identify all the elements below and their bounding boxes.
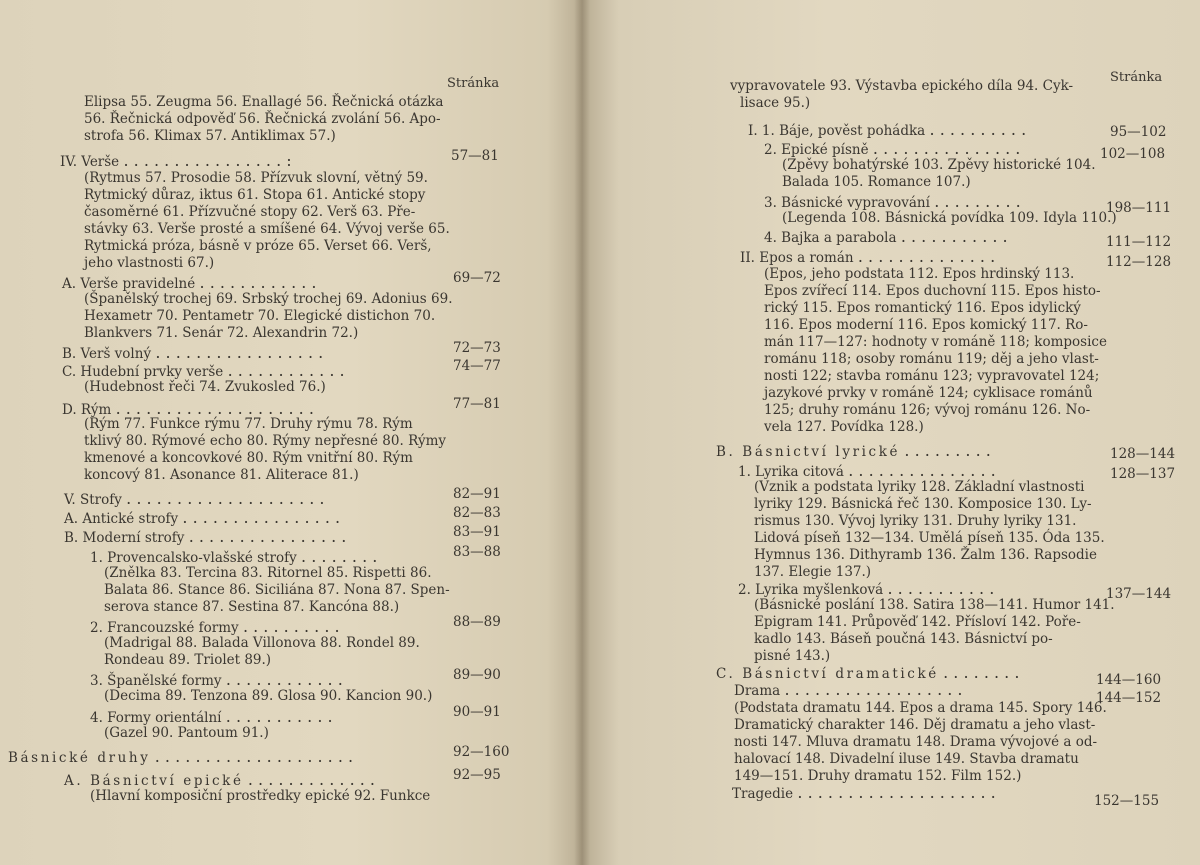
entry-text: (Gazel 90. Pantoum 91.) <box>104 725 269 741</box>
page-column-header: Stránka <box>447 76 500 91</box>
entry-text: (Vznik a podstata lyriky 128. Základní vlastnosti <box>754 479 1085 495</box>
entry-text: nosti 147. Mluva dramatu 148. Drama vývojové a od- <box>734 734 1098 750</box>
toc-heading: 3. Španělské formy . . . . . . . . . . . . <box>90 670 343 689</box>
page-range: 88—89 <box>453 614 501 630</box>
entry-text: 125; druhy románu 126; vývoj románu 126. No- <box>764 402 1091 418</box>
page-range: 92—160 <box>453 744 510 760</box>
page-range: 72—73 <box>453 340 501 356</box>
entry-text: (Madrigal 88. Balada Villonova 88. Rondel 89. <box>104 635 420 651</box>
entry-text: Dramatický charakter 146. Děj dramatu a jeho vlast- <box>734 717 1096 733</box>
entry-text: lisace 95.) <box>740 95 811 111</box>
toc-heading: IV. Verše . . . . . . . . . . . . . . . . : <box>60 151 292 170</box>
entry-text: halovací 148. Divadelní iluse 149. Stavba dramatu <box>734 751 1079 767</box>
entry-text: jazykové prvky v románě 124; cyklisace románů <box>764 385 1093 401</box>
toc-heading: 2. Lyrika myšlenková . . . . . . . . . . . <box>738 579 995 598</box>
entry-text: (Básnické poslání 138. Satira 138—141. Humor 141. <box>754 597 1115 613</box>
entry-text: Rondeau 89. Triolet 89.) <box>104 652 272 668</box>
entry-text: (Podstata dramatu 144. Epos a drama 145. Spory 146. <box>734 700 1107 716</box>
page-range: 128—144 <box>1110 446 1176 462</box>
entry-text: (Hlavní komposiční prostředky epické 92. Funkce <box>90 788 431 804</box>
entry-text: Rytmická próza, básně v próze 65. Verset 66. Verš, <box>84 238 432 254</box>
entry-text: (Epos, jeho podstata 112. Epos hrdinský 113. <box>764 266 1075 282</box>
left-page <box>0 0 582 865</box>
entry-text: Blankvers 71. Senár 72. Alexandrin 72.) <box>84 325 359 341</box>
entry-text: Epos zvířecí 114. Epos duchovní 115. Epos histo- <box>764 283 1101 299</box>
entry-text: (Španělský trochej 69. Srbský trochej 69. Adonius 69. <box>84 291 453 307</box>
entry-text: (Decima 89. Tenzona 89. Glosa 90. Kancion 90.) <box>104 688 433 704</box>
entry-text: (Hudebnost řeči 74. Zvukosled 76.) <box>84 379 326 395</box>
page-range: 83—91 <box>453 524 501 540</box>
entry-text: časoměrné 61. Přízvučné stopy 62. Verš 63. Pře- <box>84 204 416 220</box>
entry-text: Balada 105. Romance 107.) <box>782 174 971 190</box>
entry-text: mán 117—127: hodnoty v románě 118; komposice <box>764 334 1107 350</box>
entry-text: (Znělka 83. Tercina 83. Ritornel 85. Rispetti 86. <box>104 565 432 581</box>
toc-heading: B. Verš volný . . . . . . . . . . . . . . . . . <box>62 343 324 362</box>
page-range: 144—152 <box>1096 690 1162 706</box>
entry-text: lyriky 129. Básnická řeč 130. Komposice 130. Ly- <box>754 496 1092 512</box>
entry-text: kmenové a koncovkové 80. Rým vnitřní 80. Rým <box>84 450 413 466</box>
toc-heading: A. Básnictví epické . . . . . . . . . . . . . <box>64 770 375 789</box>
toc-heading: C. Básnictví dramatické . . . . . . . . <box>716 663 1020 682</box>
entry-text: 116. Epos moderní 116. Epos komický 117. Ro- <box>764 317 1088 333</box>
entry-text: vypravovatele 93. Výstavba epického díla 94. Cyk- <box>730 78 1074 94</box>
toc-heading: Drama . . . . . . . . . . . . . . . . . . <box>734 680 963 699</box>
page-range: 82—83 <box>453 505 501 521</box>
page-range: 128—137 <box>1110 466 1176 482</box>
page-range: 89—90 <box>453 667 501 683</box>
page-range: 92—95 <box>453 767 501 783</box>
toc-heading: A. Antické strofy . . . . . . . . . . . . . . . . <box>64 508 341 527</box>
toc-heading: A. Verše pravidelné . . . . . . . . . . . . <box>62 273 317 292</box>
toc-heading: D. Rým . . . . . . . . . . . . . . . . . . . . <box>62 399 314 418</box>
page-range: 82—91 <box>453 486 501 502</box>
entry-text: serova stance 87. Sestina 87. Kancóna 88.) <box>104 599 400 615</box>
page-range: 57—81 <box>451 148 499 164</box>
page-range: 137—144 <box>1106 586 1172 602</box>
toc-heading: 2. Epické písně . . . . . . . . . . . . . . . <box>764 139 1021 158</box>
toc-heading: B. Moderní strofy . . . . . . . . . . . . . . . . <box>64 527 347 546</box>
page-range: 112—128 <box>1106 254 1172 270</box>
entry-text: stávky 63. Verše prosté a smíšené 64. Vývoj verše 65. <box>84 221 450 237</box>
entry-text: románu 118; osoby románu 119; děj a jeho vlast- <box>764 351 1099 367</box>
toc-heading: I. 1. Báje, pověst pohádka . . . . . . . . . . <box>748 120 1027 139</box>
right-page <box>582 0 1200 865</box>
toc-heading: C. Hudební prvky verše . . . . . . . . . . . . <box>62 361 345 380</box>
entry-text: pisné 143.) <box>754 648 831 664</box>
page-range: 144—160 <box>1096 672 1162 688</box>
toc-heading: 3. Básnické vypravování . . . . . . . . . <box>764 192 1021 211</box>
page-range: 95—102 <box>1110 124 1167 140</box>
book-gutter <box>574 0 590 865</box>
toc-heading: II. Epos a román . . . . . . . . . . . . . . <box>740 247 996 266</box>
page-range: 74—77 <box>453 358 501 374</box>
entry-text: koncový 81. Asonance 81. Aliterace 81.) <box>84 467 359 483</box>
page-range: 152—155 <box>1094 793 1160 809</box>
entry-text: strofa 56. Klimax 57. Antiklimax 57.) <box>84 128 336 144</box>
page-range: 77—81 <box>453 396 501 412</box>
page-column-header: Stránka <box>1110 70 1163 85</box>
entry-text: Rytmický důraz, iktus 61. Stopa 61. Antické stopy <box>84 187 426 203</box>
page-range: 198—111 <box>1106 200 1172 216</box>
entry-text: Lidová píseň 132—134. Umělá píseň 135. Óda 135. <box>754 530 1105 546</box>
entry-text: 149—151. Druhy dramatu 152. Film 152.) <box>734 768 1022 784</box>
entry-text: (Legenda 108. Básnická povídka 109. Idyla 110.) <box>782 210 1117 226</box>
toc-heading: Tragedie . . . . . . . . . . . . . . . . . . . . <box>732 783 996 802</box>
entry-text: 56. Řečnická odpověď 56. Řečnická zvolání 56. Apo- <box>84 111 441 127</box>
entry-text: (Zpěvy bohatýrské 103. Zpěvy historické 104. <box>782 157 1096 173</box>
entry-text: Hexametr 70. Pentametr 70. Elegické distichon 70. <box>84 308 436 324</box>
entry-text: (Rytmus 57. Prosodie 58. Přízvuk slovní, větný 59. <box>84 170 428 186</box>
toc-heading: 1. Provencalsko-vlašské strofy . . . . . . . . <box>90 547 378 566</box>
entry-text: kadlo 143. Báseň poučná 143. Básnictví po- <box>754 631 1053 647</box>
entry-text: rický 115. Epos romantický 116. Epos idylický <box>764 300 1081 316</box>
page-range: 102—108 <box>1100 146 1166 162</box>
entry-text: tklivý 80. Rýmové echo 80. Rýmy nepřesné 80. Rýmy <box>84 433 447 449</box>
entry-text: nosti 122; stavba románu 123; vypravovatel 124; <box>764 368 1100 384</box>
toc-heading: V. Strofy . . . . . . . . . . . . . . . . . . . . <box>64 489 325 508</box>
page-range: 111—112 <box>1106 234 1172 250</box>
page-range: 69—72 <box>453 270 501 286</box>
entry-text: Balata 86. Stance 86. Siciliána 87. Nona 87. Spen- <box>104 582 450 598</box>
entry-text: jeho vlastnosti 67.) <box>84 255 215 271</box>
page-range: 83—88 <box>453 544 501 560</box>
toc-heading: 2. Francouzské formy . . . . . . . . . . <box>90 617 340 636</box>
entry-text: 137. Elegie 137.) <box>754 564 872 580</box>
entry-text: vela 127. Povídka 128.) <box>764 419 924 435</box>
entry-text: rismus 130. Vývoj lyriky 131. Druhy lyriky 131. <box>754 513 1077 529</box>
entry-text: (Rým 77. Funkce rýmu 77. Druhy rýmu 78. Rým <box>84 416 413 432</box>
toc-part-heading: Básnické druhy . . . . . . . . . . . . . . . . . . . . <box>8 747 354 766</box>
entry-text: Epigram 141. Průpověď 142. Přísloví 142. Poře- <box>754 614 1081 630</box>
toc-heading: 4. Bajka a parabola . . . . . . . . . . . <box>764 227 1008 246</box>
entry-text: Hymnus 136. Dithyramb 136. Žalm 136. Rapsodie <box>754 547 1097 563</box>
toc-heading: B. Básnictví lyrické . . . . . . . . . <box>716 441 991 460</box>
entry-text: Elipsa 55. Zeugma 56. Enallagé 56. Řečnická otázka <box>84 94 444 110</box>
toc-heading: 1. Lyrika citová . . . . . . . . . . . . . . . <box>738 461 996 480</box>
toc-heading: 4. Formy orientální . . . . . . . . . . . <box>90 707 333 726</box>
page-range: 90—91 <box>453 704 501 720</box>
